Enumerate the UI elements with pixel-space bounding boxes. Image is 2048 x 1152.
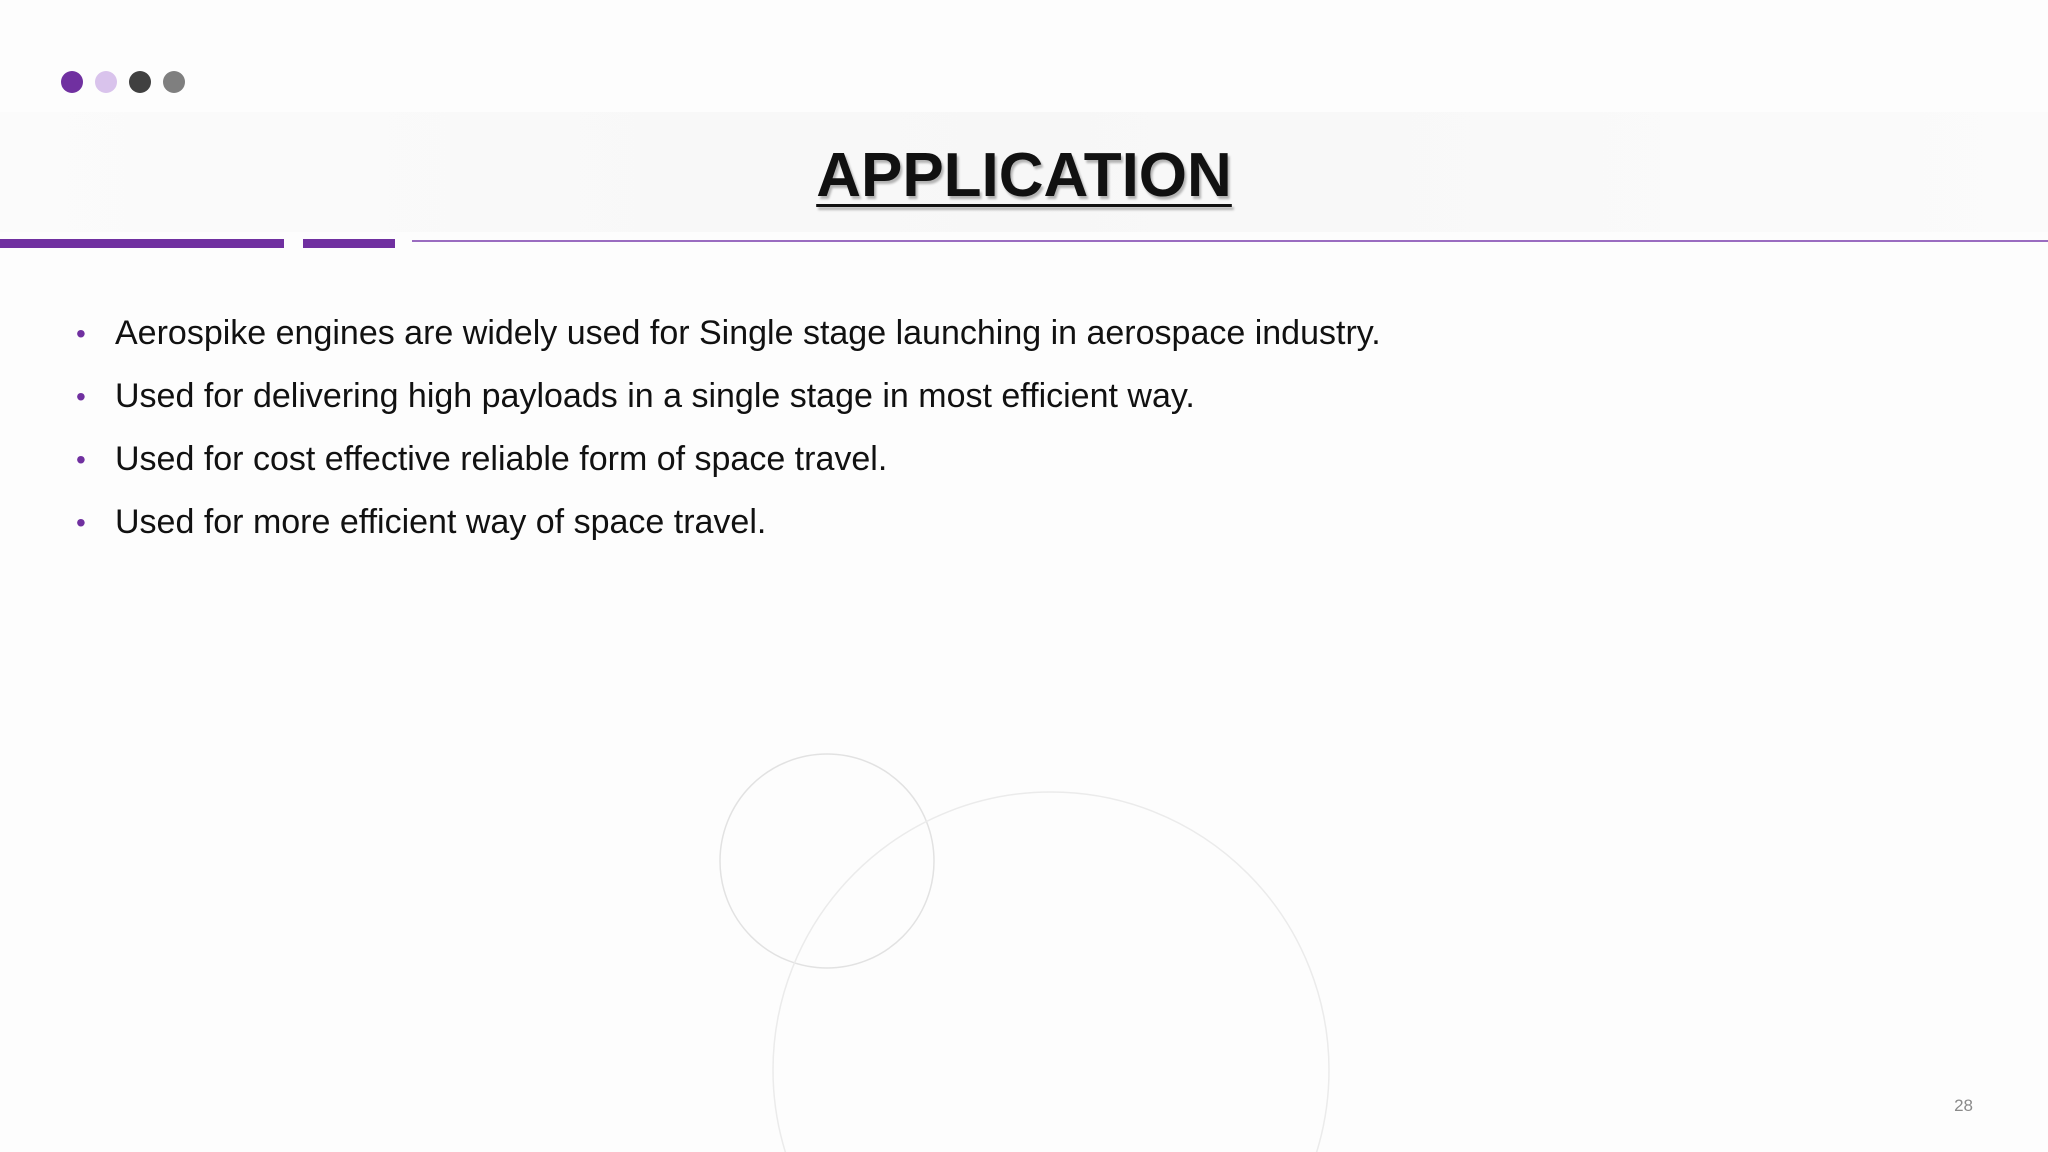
dark-gray-dot-icon [129,71,151,93]
bullet-item [76,302,1381,365]
bullet-item [76,365,1381,428]
bullet-text: Used for more efficient way of space travel. [115,503,767,541]
bullet-list [76,302,1381,554]
bullet-text: Used for cost effective reliable form of space travel. [115,440,888,478]
bullet-icon: • [76,380,86,412]
accent-rule-short [303,239,395,248]
page-number: 28 [1954,1096,1973,1115]
slide-title: APPLICATION [816,141,1232,210]
bullet-text: Aerospike engines are widely used for Single stage launching in aerospace industry. [115,314,1381,352]
light-purple-dot-icon [95,71,117,93]
purple-dot-icon [61,71,83,93]
bullet-icon: • [76,506,86,538]
decorative-dots [61,71,185,93]
bullet-item [76,491,1381,554]
accent-rule-long [0,239,284,248]
bullet-icon: • [76,443,86,475]
gray-dot-icon [163,71,185,93]
bullet-icon: • [76,317,86,349]
accent-rule-thin [412,240,2048,242]
large-decor-circle [773,792,1329,1152]
bullet-item [76,428,1381,491]
bullet-text: Used for delivering high payloads in a single stage in most efficient way. [115,377,1195,415]
small-decor-circle [720,754,934,968]
